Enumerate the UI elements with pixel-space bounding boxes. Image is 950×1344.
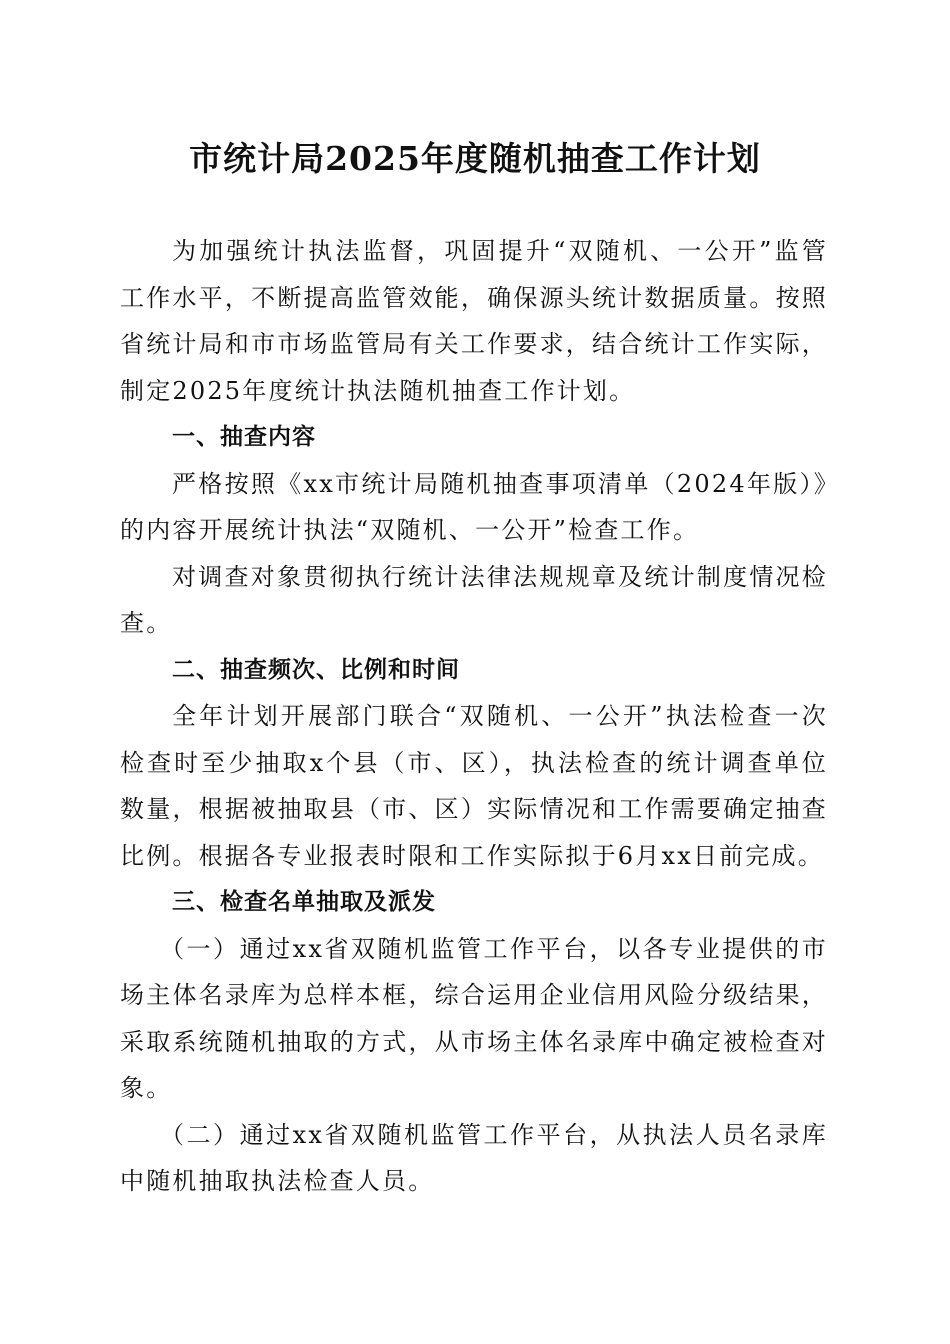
section-paragraph: （二）通过xx省双随机监管工作平台，从执法人员名录库中随机抽取执法检查人员。 (120, 1120, 828, 1195)
section-paragraph: （一）通过xx省双随机监管工作平台，以各专业提供的市场主体名录库为总样本框，综合运用企业信用风险分级结果，采取系统随机抽取的方式，从市场主体名录库中确定被检查对象。 (120, 934, 828, 1102)
section-heading-frequency: 二、抽查频次、比例和时间 (172, 656, 460, 683)
document-body (120, 228, 828, 1205)
document-title: 市统计局2025年度随机抽查工作计划 (189, 139, 761, 178)
section-paragraph: 严格按照《xx市统计局随机抽查事项清单（2024年版）》的内容开展统计执法“双随机、一公开”检查工作。 (120, 469, 828, 544)
section-heading-content: 一、抽查内容 (172, 424, 316, 450)
intro-paragraph: 为加强统计执法监督，巩固提升“双随机、一公开”监管工作水平，不断提高监管效能，确保源头统计数据质量。按照省统计局和市市场监管局有关工作要求，结合统计工作实际，制定2025年度统计执法随机抽查工作计划。 (120, 237, 828, 405)
section-paragraph: 全年计划开展部门联合“双随机、一公开”执法检查一次检查时至少抽取x个县（市、区），执法检查的统计调查单位数量，根据被抽取县（市、区）实际情况和工作需要确定抽查比例。根据各专业报表时限和工作实际拟于6月xx日前完成。 (120, 702, 828, 870)
section-paragraph: 对调查对象贯彻执行统计法律法规规章及统计制度情况检查。 (120, 562, 828, 637)
section-heading-list-extraction: 三、检查名单抽取及派发 (172, 889, 436, 915)
